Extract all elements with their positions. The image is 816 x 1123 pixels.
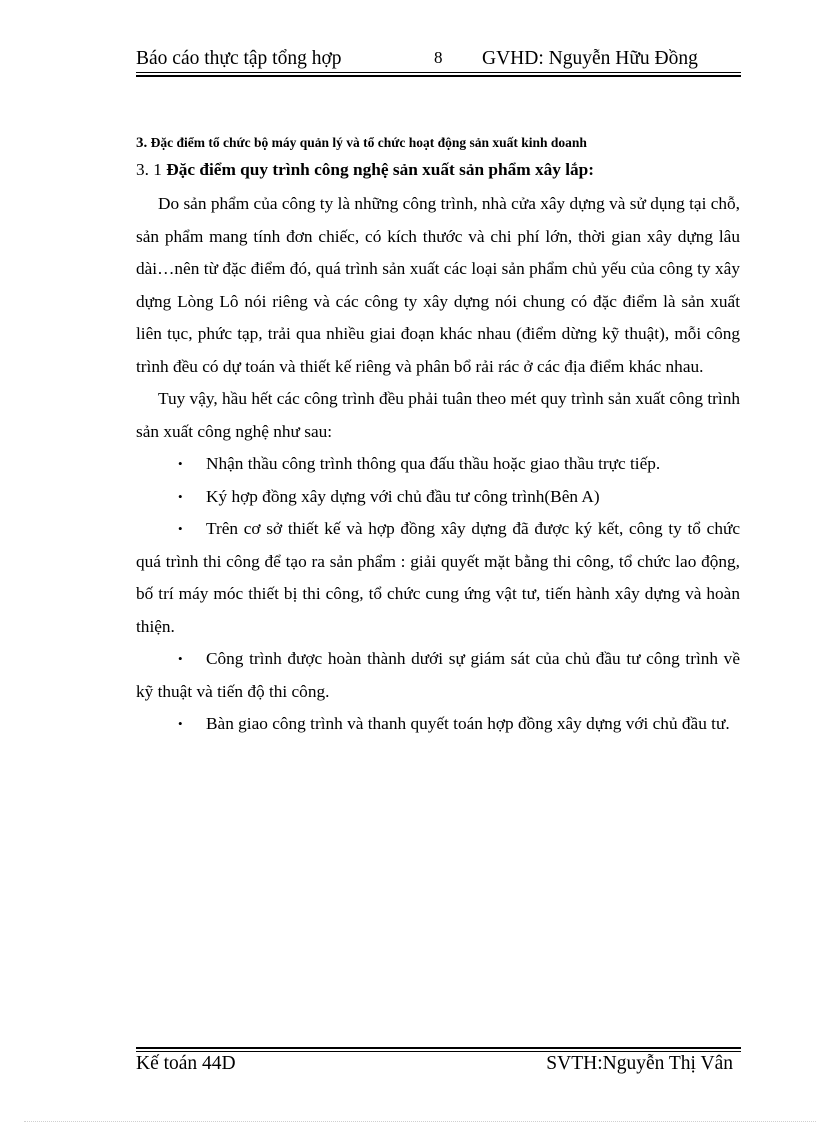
list-item	[136, 448, 740, 481]
page-header	[136, 48, 741, 74]
list-item-text: Công trình được hoàn thành dưới sự giám sát của chủ đầu tư công trình về kỹ thuật và tiến độ thi công.	[136, 649, 740, 701]
section-heading	[136, 132, 740, 154]
list-item	[136, 481, 740, 514]
section-title: Đặc điểm tổ chức bộ máy quản lý và tổ chức hoạt động sản xuất kinh doanh	[150, 135, 587, 150]
footer-student: SVTH:Nguyễn Thị Vân	[546, 1053, 733, 1074]
header-divider-thick	[136, 75, 741, 77]
bullet-icon: •	[178, 716, 183, 731]
page-number: 8	[434, 48, 443, 67]
header-supervisor: GVHD: Nguyễn Hữu Đồng	[482, 48, 698, 69]
list-item	[136, 513, 740, 643]
page-edge	[24, 1121, 816, 1122]
footer-class: Kế toán 44D	[136, 1053, 236, 1074]
list-item-text: Bàn giao công trình và thanh quyết toán hợp đồng xây dựng với chủ đầu tư.	[206, 714, 730, 733]
document-body	[136, 132, 740, 741]
list-item-text: Trên cơ sở thiết kế và hợp đồng xây dựng đã được ký kết, công ty tổ chức quá trình thi công để tạo ra sản phẩm : giải quyết mặt bằng thi công, tổ chức lao động, bố trí máy móc thiết bị thi công, tổ chức cung ứng vật tư, tiến hành xây dựng và hoàn thiện.	[136, 519, 740, 636]
bullet-icon: •	[178, 456, 183, 471]
bullet-icon: •	[178, 651, 183, 666]
section-number: 3.	[136, 135, 148, 151]
header-divider	[136, 72, 741, 73]
page-footer	[136, 1053, 741, 1077]
list-item-text: Ký hợp đồng xây dựng với chủ đầu tư công trình(Bên A)	[206, 486, 600, 506]
list-item	[136, 708, 740, 741]
footer-divider-thick	[136, 1047, 741, 1049]
bullet-icon: •	[178, 521, 183, 536]
subsection-heading	[136, 158, 740, 182]
subsection-number: 3. 1	[136, 160, 162, 179]
subsection-title: Đặc điểm quy trình công nghệ sản xuất sản phẩm xây lắp:	[166, 160, 595, 179]
list-item	[136, 643, 740, 708]
bullet-icon: •	[178, 488, 183, 504]
paragraph: Tuy vậy, hầu hết các công trình đều phải tuân theo mét quy trình sản xuất công trình sản xuất công nghệ như sau:	[136, 389, 740, 441]
paragraph: Do sản phẩm của công ty là những công trình, nhà cửa xây dựng và sử dụng tại chỗ, sản phẩm mang tính đơn chiếc, có kích thước và chi phí lớn, thời gian xây dựng lâu dài…nên từ đặc điểm đó, quá trình sản xuất các loại sản phẩm chủ yếu của công ty xây dựng Lòng Lô nói riêng và các công ty xây dựng nói chung có đặc điểm là sản xuất liên tục, phức tạp, trải qua nhiều giai đoạn khác nhau (điểm dừng kỹ thuật), mỗi công trình đều có dự toán và thiết kế riêng và phân bổ rải rác ở các địa điểm khác nhau.	[136, 194, 740, 376]
footer-divider	[136, 1051, 741, 1052]
header-report-title: Báo cáo thực tập tổng hợp	[136, 48, 342, 69]
list-item-text: Nhận thầu công trình thông qua đấu thầu hoặc giao thầu trực tiếp.	[206, 454, 661, 473]
